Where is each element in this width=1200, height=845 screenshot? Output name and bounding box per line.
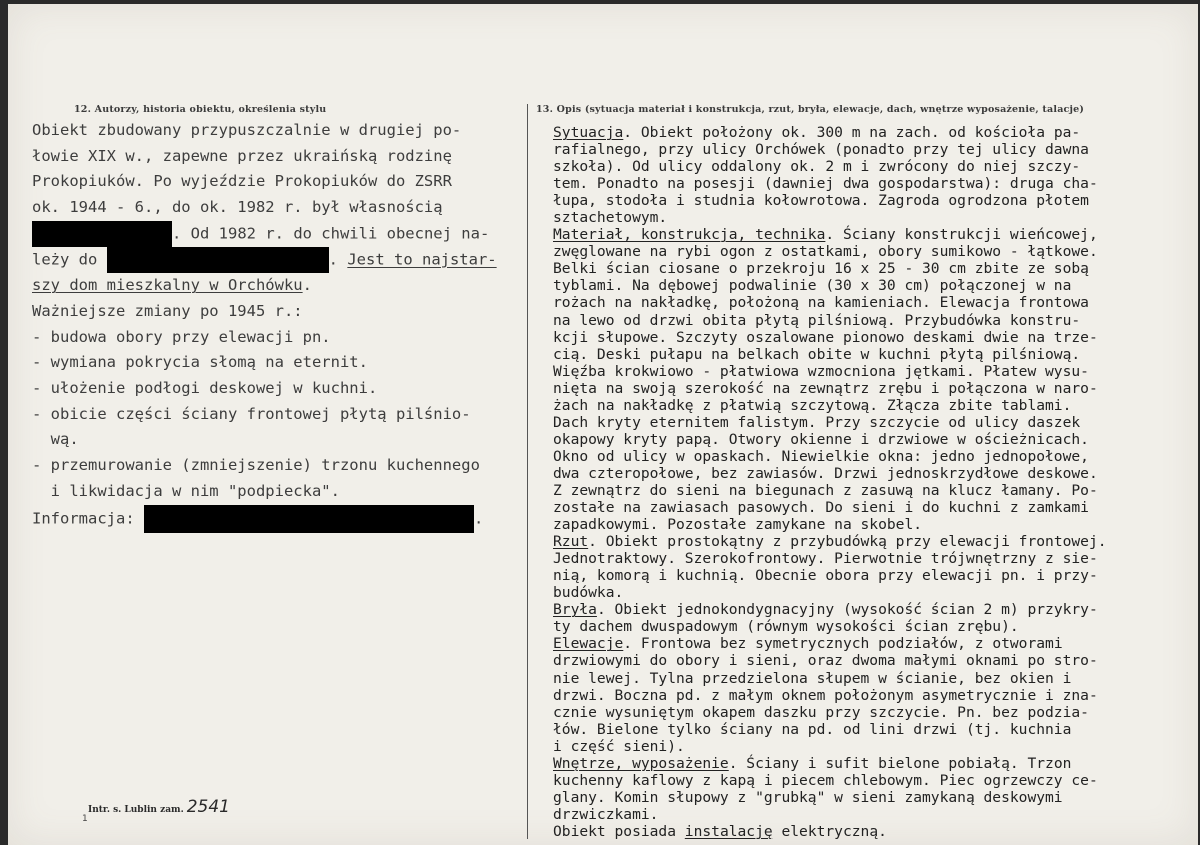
text-line: drzwi. Boczna pd. z małym oknem położonym asymetrycznie i zna- [553,686,1098,704]
section-heading: Rzut [553,533,589,551]
text-line: cznie wysuniętym okapem daszku przy szczycie. Pn. bez podzia- [553,703,1089,721]
column-divider [527,104,528,839]
text-line: - budowa obory przy elewacji pn. [32,327,331,346]
text-line: łupa, stodoła i studnia kołowrotowa. Zagroda ogrodzona płotem [553,192,1089,210]
text-line: - obicie części ściany frontowej płytą pilśnio- [32,404,471,423]
text-line: nięta na swoją szerokość na zewnątrz zrębu i połączona w naro- [553,379,1098,397]
text-line: rożach na nakładkę, położoną na kamieniach. Elewacja frontowa [553,294,1089,312]
text-line: Z zewnątrz do sieni na biegunach z zasuwą na klucz łamany. Po- [553,481,1098,499]
text-line: tyblami. Na dębowej podwalinie (30 x 30 cm) połączonej w na [553,277,1072,295]
text-span: . Od 1982 r. do chwili obecnej na- [172,224,490,243]
text-span: leży do [32,250,107,269]
text-line: wą. [32,430,79,449]
text-line [553,226,1198,243]
text-span: . Frontowa bez symetrycznych podziałów, z otworami [623,635,1063,653]
text-span: . Obiekt jednokondygnacyjny (wysokość ścian 2 m) przykry- [596,601,1098,619]
redaction-bar [107,247,329,273]
text-line: glany. Komin słupowy z "grubką" w sieni zamykaną deskowymi [553,788,1063,806]
text-line [32,247,527,273]
text-line: Ważniejsze zmiany po 1945 r.: [32,301,303,320]
text-line: drzwiczkami. [553,805,659,823]
text-line [553,635,1198,652]
text-span: . Obiekt prostokątny z przybudówką przy elewacji frontowej. [588,533,1107,551]
archive-stamp [88,797,230,817]
text-line: Jednotraktowy. Szerokofrontowy. Pierwotnie trójwnętrzny z sie- [553,550,1098,568]
text-line: kcji słupowe. Szczyty oszalowane pionowo deskami dwie na trze- [553,328,1098,346]
text-span: . Obiekt położony ok. 300 m na zach. od kościoła pa- [623,124,1081,141]
stamp-label: Intr. s. Lublin zam. [88,805,184,815]
page-mark: 1 [82,814,88,824]
section-heading: Materiał, konstrukcja, technika [553,226,826,244]
text-line [553,124,1198,141]
text-span: . Ściany konstrukcji wieńcowej, [825,226,1098,244]
text-line: szkoła). Od ulicy oddalony ok. 2 m i zwrócony do niej szczy- [553,158,1081,176]
redaction-bar [144,505,474,533]
text-span: Informacja: [32,509,144,528]
text-line: - przemurowanie (zmniejszenie) trzonu kuchennego [32,456,480,475]
text-line [32,221,527,247]
text-line: kuchenny kaflowy z kapą i piecem chlebowym. Piec ogrzewczy ce- [553,771,1098,789]
text-line [553,601,1198,618]
section-heading: Sytuacja [553,124,624,141]
text-line [553,755,1198,772]
text-line: dwa czteropołowe, bez zawiasów. Drzwi jednoskrzydłowe deskowe. [553,464,1098,482]
text-line: łowie XIX w., zapewne przez ukraińską rodzinę [32,146,452,165]
text-line: zostałe na zawiasach pasowych. Do sieni i do kuchni z zamkami [553,499,1089,517]
underlined-text: Jest to najstar- [347,250,497,269]
section-13-header: 13. Opis (sytuacja materiał i konstrukcja, rzut, bryła, elewacje, dach, wnętrze wyposażenie, talacje) [536,104,1085,115]
redaction-bar [32,221,172,247]
underlined-text: instalację [684,822,773,840]
text-line: na lewo od drzwi obita płytą pilśniową. Przybudówka konstru- [553,311,1081,329]
text-line: drzwiowymi do obory i sieni, oraz dwoma małymi oknami po stro- [553,652,1098,670]
text-line: Obiekt zbudowany przypuszczalnie w drugiej po- [32,121,462,139]
section-heading: Bryła [553,601,597,619]
text-line: Prokopiuków. Po wyjeździe Prokopiuków do ZSRR [32,172,452,191]
text-line: i część sieni). [553,737,685,755]
text-span: Obiekt posiada [553,822,685,840]
text-line: cią. Deski pułapu na belkach obite w kuchni płytą pilśniową. [553,345,1081,363]
text-line: zwęglowane na rybi ogon z ostatkami, obory sumikowo - łątkowe. [553,243,1098,261]
text-line: tem. Ponadto na posesji (dawniej dwa gospodarstwa): druga cha- [553,175,1098,193]
text-line: zapadkowymi. Pozostałe zamykane na skobel. [553,516,923,534]
text-line: nie lewej. Tylna przedzielona słupem w ścianie, bez okien i [553,669,1072,687]
text-line: budówka. [553,584,624,602]
section-heading: Wnętrze, wyposażenie [553,754,729,772]
text-line: żach na nakładkę z płatwią szczytową. Złącza zbite tablami. [553,396,1072,414]
underlined-text: szy dom mieszkalny w Orchówku [32,276,303,295]
text-line [32,273,527,299]
document-sheet [8,4,1198,845]
text-line: Okno od ulicy w opaskach. Niewielkie okna: jedno jednopołowe, [553,447,1089,465]
text-line: okapowy kryty papą. Otwory okienne i drzwiowe w ościeżnicach. [553,430,1089,448]
text-line [553,533,1198,550]
text-span: elektryczną. [772,822,887,840]
text-line: i likwidacja w nim "podpiecka". [32,481,340,500]
history-text [32,118,527,533]
text-span: . Ściany i sufit bielone pobiałą. Trzon [728,754,1072,772]
text-line: - ułożenie podłogi deskowej w kuchni. [32,379,378,398]
text-line: łów. Bielone tylko ściany na pd. od lini drzwi (tj. kuchnia [553,720,1072,738]
text-line: Więźba krokwiowo - płatwiowa wzmocniona jętkami. Płatew wysu- [553,362,1089,380]
text-line: sztachetowym. [553,209,668,227]
text-span: . [328,250,348,269]
text-line: - wymiana pokrycia słomą na eternit. [32,353,368,372]
text-line [32,505,527,533]
section-heading: Elewacje [553,635,624,653]
description-text [553,124,1198,840]
text-line: nią, komorą i kuchnią. Obecnie obora przy elewacji pn. i przy- [553,567,1098,585]
text-span: . [473,509,484,528]
stamp-number: 2541 [186,797,230,817]
text-line: Belki ścian ciosane o przekroju 16 x 25 - 30 cm zbite ze sobą [553,260,1089,278]
text-line: ty dachem dwuspadowym (równym wysokości ścian zrębu). [553,618,1019,636]
section-12-header: 12. Autorzy, historia obiektu, określenia stylu [74,104,327,115]
text-line [553,823,1198,840]
text-line: Dach kryty eternitem falistym. Przy szczycie od ulicy daszek [553,413,1081,431]
text-line: rafialnego, przy ulicy Orchówek (ponadto przy tej ulicy dawna [553,141,1089,159]
text-span: . [302,276,312,295]
text-line: ok. 1944 - 6., do ok. 1982 r. był własnością [32,198,443,217]
